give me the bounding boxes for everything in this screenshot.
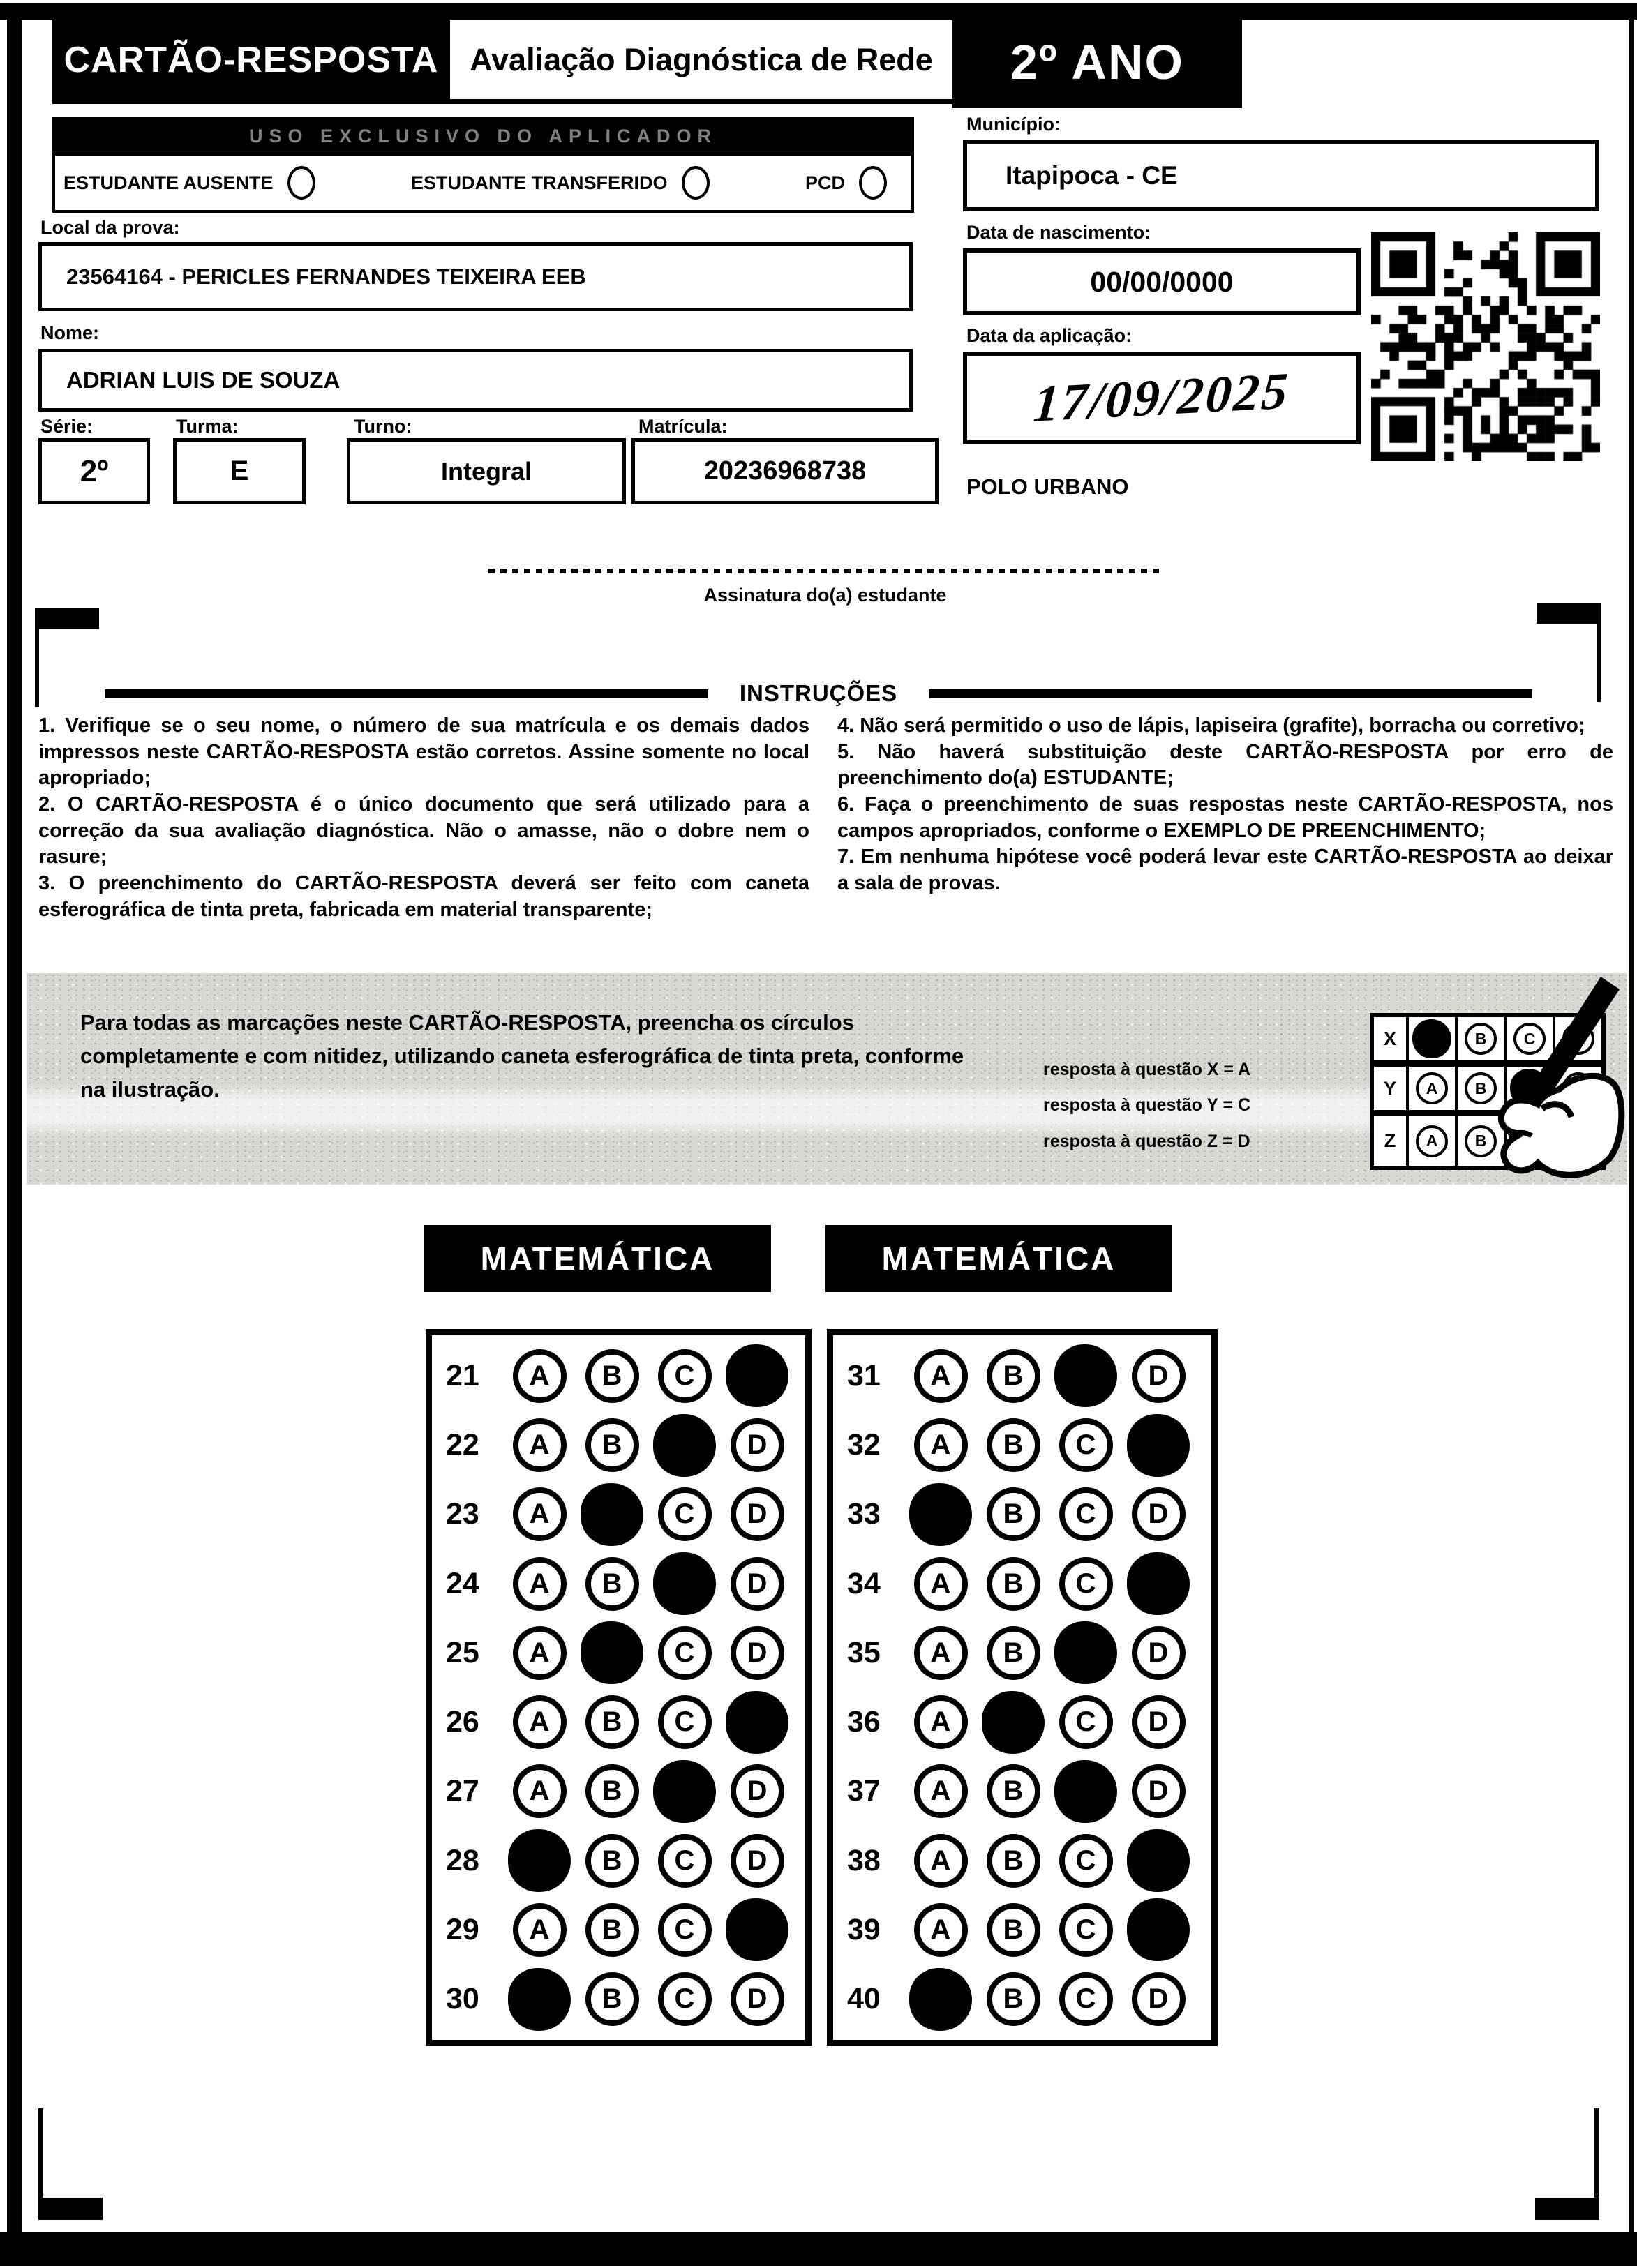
crop-mark-bottom-left — [38, 2198, 103, 2220]
answer-bubble-22-A[interactable]: A — [513, 1418, 567, 1472]
question-number-24: 24 — [446, 1566, 479, 1600]
answer-bubble-25-C[interactable]: C — [658, 1626, 712, 1680]
answer-bubble-22-C-filled[interactable] — [653, 1414, 716, 1477]
answer-bubble-31-B[interactable]: B — [987, 1349, 1040, 1403]
crop-mark-bottom-right — [1535, 2198, 1599, 2220]
question-row-29 — [432, 1898, 805, 1961]
page-border-left — [7, 3, 22, 2247]
instructions-title: INSTRUÇÕES — [739, 680, 898, 706]
applicator-checkbox-row — [52, 156, 914, 213]
checkbox-label-pcd: PCD — [805, 172, 845, 193]
page-border-bottom — [0, 2232, 1637, 2266]
answer-bubble-30-B[interactable]: B — [585, 1972, 639, 2026]
qr-code — [1371, 232, 1600, 461]
question-row-21 — [432, 1344, 805, 1407]
municipio-value: Itapipoca - CE — [963, 140, 1599, 211]
answer-bubble-25-A[interactable]: A — [513, 1626, 567, 1680]
answer-grid-31-40 — [827, 1329, 1218, 2046]
question-number-36: 36 — [847, 1705, 881, 1739]
answer-bubble-24-B[interactable]: B — [585, 1557, 639, 1611]
turma-value: E — [173, 438, 306, 504]
instruction-item-left-0: 1. Verifique se o seu nome, o número de sua matrícula e os demais dados impressos neste CARTÃO-RESPOSTA estão corretos. Assine somente no local apropriado; — [38, 714, 809, 790]
turno-value: Integral — [347, 438, 626, 504]
example-bubble-X-C: C — [1513, 1023, 1546, 1055]
nome-value: ADRIAN LUIS DE SOUZA — [38, 349, 913, 412]
card-title: CARTÃO-RESPOSTA — [52, 15, 450, 104]
answer-bubble-33-C[interactable]: C — [1059, 1487, 1113, 1541]
question-number-25: 25 — [446, 1635, 479, 1669]
question-row-37 — [833, 1760, 1211, 1823]
serie-value: 2º — [38, 438, 150, 504]
instruction-item-right-2: 6. Faça o preenchimento de suas respostas neste CARTÃO-RESPOSTA, nos campos apropriados, conforme o EXEMPLO DE PREENCHIMENTO; — [837, 793, 1613, 842]
instructions-column-left — [38, 713, 809, 924]
question-number-23: 23 — [446, 1497, 479, 1531]
answer-bubble-29-B[interactable]: B — [585, 1903, 639, 1957]
answer-bubble-25-D[interactable]: D — [731, 1626, 784, 1680]
answer-bubble-36-A[interactable]: A — [914, 1695, 968, 1749]
question-number-33: 33 — [847, 1497, 881, 1531]
answer-bubble-27-B[interactable]: B — [585, 1764, 639, 1818]
answer-bubble-32-D-filled[interactable] — [1127, 1414, 1190, 1477]
matricula-value: 20236968738 — [631, 438, 939, 504]
example-bubble-Z-B: B — [1465, 1125, 1497, 1157]
answer-bubble-26-A[interactable]: A — [513, 1695, 567, 1749]
example-bubble-X-B: B — [1465, 1023, 1497, 1055]
example-caption-1: resposta à questão Y = C — [1043, 1095, 1251, 1116]
question-row-24 — [432, 1552, 805, 1615]
example-captions — [1043, 1052, 1250, 1159]
turno-label: Turno: — [354, 416, 412, 437]
example-row-label-X: X — [1383, 1028, 1396, 1049]
question-row-25 — [432, 1621, 805, 1684]
answer-bubble-27-C-filled[interactable] — [653, 1760, 716, 1823]
answer-bubble-26-D-filled[interactable] — [726, 1691, 788, 1754]
answer-bubble-39-C[interactable]: C — [1059, 1903, 1113, 1957]
answer-bubble-38-A[interactable]: A — [914, 1834, 968, 1888]
instructions-column-right — [837, 713, 1613, 897]
instructions-header — [105, 680, 1532, 707]
answer-bubble-33-A-filled[interactable] — [909, 1483, 972, 1546]
answer-grid-21-30 — [426, 1329, 812, 2046]
instructions-rule-right — [929, 689, 1532, 698]
grade-badge: 2º ANO — [952, 15, 1242, 108]
answer-bubble-30-A-filled[interactable] — [508, 1968, 571, 2031]
question-number-34: 34 — [847, 1566, 881, 1600]
example-cell-Z-A — [1406, 1116, 1455, 1166]
checkbox-estudante-transferido — [411, 166, 710, 200]
answer-bubble-23-A[interactable]: A — [513, 1487, 567, 1541]
example-row-label-Y: Y — [1383, 1077, 1396, 1099]
question-row-38 — [833, 1829, 1211, 1892]
answer-bubble-32-B[interactable]: B — [987, 1418, 1040, 1472]
instructions-rule-left — [105, 689, 708, 698]
answer-bubble-21-D-filled[interactable] — [726, 1344, 788, 1407]
question-number-32: 32 — [847, 1428, 881, 1462]
answer-bubble-35-B[interactable]: B — [987, 1626, 1040, 1680]
answer-bubble-34-A[interactable]: A — [914, 1557, 968, 1611]
question-number-39: 39 — [847, 1912, 881, 1946]
question-row-33 — [833, 1483, 1211, 1546]
answer-bubble-37-B[interactable]: B — [987, 1764, 1040, 1818]
answer-bubble-38-B[interactable]: B — [987, 1834, 1040, 1888]
example-caption-0: resposta à questão X = A — [1043, 1060, 1251, 1079]
question-number-27: 27 — [446, 1774, 479, 1808]
example-bubble-Z-A: A — [1416, 1125, 1448, 1157]
aplicacao-handwritten-value: 17/09/2025 — [1031, 362, 1292, 433]
question-number-28: 28 — [446, 1843, 479, 1877]
polo-label: POLO URBANO — [966, 474, 1129, 499]
question-row-40 — [833, 1968, 1211, 2031]
answer-bubble-32-C[interactable]: C — [1059, 1418, 1113, 1472]
instruction-item-right-1: 5. Não haverá substituição deste CARTÃO-RESPOSTA por erro de preenchimento do(a) ESTUDANTE; — [837, 740, 1613, 790]
answer-bubble-36-C[interactable]: C — [1059, 1695, 1113, 1749]
answer-bubble-39-B[interactable]: B — [987, 1903, 1040, 1957]
question-row-23 — [432, 1483, 805, 1546]
answer-bubble-22-D[interactable]: D — [731, 1418, 784, 1472]
example-caption-2: resposta à questão Z = D — [1043, 1131, 1250, 1151]
instruction-item-left-1: 2. O CARTÃO-RESPOSTA é o único documento que será utilizado para a correção da sua avaliação diagnóstica. Não o amasse, não o dobre nem o rasure; — [38, 793, 809, 869]
answer-bubble-27-A[interactable]: A — [513, 1764, 567, 1818]
answer-bubble-21-C[interactable]: C — [658, 1349, 712, 1403]
answer-bubble-37-C-filled[interactable] — [1054, 1760, 1117, 1823]
local-prova-label: Local da prova: — [40, 217, 180, 238]
question-row-28 — [432, 1829, 805, 1892]
answer-bubble-29-A[interactable]: A — [513, 1903, 567, 1957]
answer-bubble-21-B[interactable]: B — [585, 1349, 639, 1403]
answer-bubble-36-B-filled[interactable] — [982, 1691, 1045, 1754]
local-prova-value: 23564164 - PERICLES FERNANDES TEIXEIRA EEB — [38, 242, 913, 311]
question-number-40: 40 — [847, 1982, 881, 2016]
instruction-item-right-0: 4. Não será permitido o uso de lápis, lapiseira (grafite), borracha ou corretivo; — [837, 714, 1585, 737]
question-row-26 — [432, 1691, 805, 1754]
answer-bubble-33-B[interactable]: B — [987, 1487, 1040, 1541]
question-row-39 — [833, 1898, 1211, 1961]
page-border-right — [1629, 3, 1634, 2257]
checkbox-bubble-estudante-ausente[interactable] — [287, 166, 315, 200]
answer-bubble-35-D[interactable]: D — [1132, 1626, 1186, 1680]
answer-bubble-24-C-filled[interactable] — [653, 1552, 716, 1615]
answer-bubble-29-C[interactable]: C — [658, 1903, 712, 1957]
question-row-22 — [432, 1414, 805, 1477]
applicator-bar-label: USO EXCLUSIVO DO APLICADOR — [52, 117, 914, 156]
answer-bubble-28-C[interactable]: C — [658, 1834, 712, 1888]
answer-bubble-23-B-filled[interactable] — [581, 1483, 643, 1546]
answer-bubble-39-A[interactable]: A — [914, 1903, 968, 1957]
answer-bubble-38-C[interactable]: C — [1059, 1834, 1113, 1888]
answer-bubble-34-D-filled[interactable] — [1127, 1552, 1190, 1615]
example-bubble-Y-B: B — [1465, 1072, 1497, 1104]
answer-bubble-26-B[interactable]: B — [585, 1695, 639, 1749]
question-row-32 — [833, 1414, 1211, 1477]
answer-bubble-37-D[interactable]: D — [1132, 1764, 1186, 1818]
answer-bubble-21-A[interactable]: A — [513, 1349, 567, 1403]
question-number-29: 29 — [446, 1912, 479, 1946]
answer-bubble-26-C[interactable]: C — [658, 1695, 712, 1749]
turma-label: Turma: — [176, 416, 239, 437]
example-fill-text: Para todas as marcações neste CARTÃO-RESPOSTA, preencha os círculos completamente e com nitidez, utilizando caneta esferográfica de tinta preta, conforme na ilustração. — [80, 1010, 964, 1102]
answer-bubble-36-D[interactable]: D — [1132, 1695, 1186, 1749]
answer-bubble-34-C[interactable]: C — [1059, 1557, 1113, 1611]
matricula-label: Matrícula: — [638, 416, 728, 437]
answer-bubble-39-D-filled[interactable] — [1127, 1898, 1190, 1961]
instruction-item-right-3: 7. Em nenhuma hipótese você poderá levar este CARTÃO-RESPOSTA ao deixar a sala de provas. — [837, 846, 1613, 895]
answer-bubble-27-D[interactable]: D — [731, 1764, 784, 1818]
aplicacao-field — [963, 352, 1361, 444]
example-bubble-X-A-filled — [1412, 1019, 1451, 1058]
answer-bubble-29-D-filled[interactable] — [726, 1898, 788, 1961]
answer-bubble-38-D-filled[interactable] — [1127, 1829, 1190, 1892]
question-row-35 — [833, 1621, 1211, 1684]
question-row-36 — [833, 1691, 1211, 1754]
answer-bubble-24-A[interactable]: A — [513, 1557, 567, 1611]
answer-bubble-24-D[interactable]: D — [731, 1557, 784, 1611]
assessment-title: Avaliação Diagnóstica de Rede — [450, 15, 952, 104]
answer-bubble-23-D[interactable]: D — [731, 1487, 784, 1541]
section-title-matematica-2: MATEMÁTICA — [825, 1225, 1172, 1292]
answer-bubble-31-D[interactable]: D — [1132, 1349, 1186, 1403]
crop-mark-top-right-line — [1597, 603, 1601, 702]
checkbox-label-estudante-transferido: ESTUDANTE TRANSFERIDO — [411, 172, 668, 193]
answer-bubble-30-D[interactable]: D — [731, 1972, 784, 2026]
answer-bubble-28-D[interactable]: D — [731, 1834, 784, 1888]
answer-bubble-40-B[interactable]: B — [987, 1972, 1040, 2026]
question-number-35: 35 — [847, 1635, 881, 1669]
section-title-matematica-1: MATEMÁTICA — [424, 1225, 771, 1292]
checkbox-pcd — [805, 166, 887, 200]
example-row-label-Z: Z — [1384, 1130, 1396, 1151]
example-cell-Y-A — [1406, 1067, 1455, 1110]
municipio-label: Município: — [966, 114, 1061, 135]
example-bubble-Y-A: A — [1416, 1072, 1448, 1104]
answer-bubble-35-A[interactable]: A — [914, 1626, 968, 1680]
question-number-21: 21 — [446, 1358, 479, 1392]
answer-bubble-40-D[interactable]: D — [1132, 1972, 1186, 2026]
aplicacao-label: Data da aplicação: — [966, 325, 1133, 346]
instruction-item-left-2: 3. O preenchimento do CARTÃO-RESPOSTA deverá ser feito com caneta esferográfica de tinta preta, fabricada em material transparente; — [38, 872, 809, 921]
example-cell-X-A — [1406, 1017, 1455, 1060]
nascimento-value: 00/00/0000 — [963, 248, 1361, 315]
crop-mark-top-left — [35, 608, 99, 629]
answer-bubble-22-B[interactable]: B — [585, 1418, 639, 1472]
answer-bubble-25-B-filled[interactable] — [581, 1621, 643, 1684]
answer-bubble-31-C-filled[interactable] — [1054, 1344, 1117, 1407]
answer-bubble-37-A[interactable]: A — [914, 1764, 968, 1818]
question-number-38: 38 — [847, 1843, 881, 1877]
checkbox-bubble-estudante-transferido[interactable] — [682, 166, 710, 200]
checkbox-label-estudante-ausente: ESTUDANTE AUSENTE — [63, 172, 274, 193]
answer-bubble-31-A[interactable]: A — [914, 1349, 968, 1403]
nome-label: Nome: — [40, 322, 100, 343]
question-number-30: 30 — [446, 1982, 479, 2016]
answer-bubble-33-D[interactable]: D — [1132, 1487, 1186, 1541]
question-number-31: 31 — [847, 1358, 881, 1392]
answer-bubble-23-C[interactable]: C — [658, 1487, 712, 1541]
crop-mark-top-right — [1537, 603, 1601, 624]
checkbox-estudante-ausente — [63, 166, 315, 200]
question-row-34 — [833, 1552, 1211, 1615]
question-row-31 — [833, 1344, 1211, 1407]
answer-bubble-32-A[interactable]: A — [914, 1418, 968, 1472]
answer-bubble-28-A-filled[interactable] — [508, 1829, 571, 1892]
answer-bubble-40-C[interactable]: C — [1059, 1972, 1113, 2026]
answer-bubble-35-C-filled[interactable] — [1054, 1621, 1117, 1684]
hand-with-pen-illustration — [1479, 977, 1626, 1186]
serie-label: Série: — [40, 416, 94, 437]
question-number-26: 26 — [446, 1705, 479, 1739]
answer-bubble-28-B[interactable]: B — [585, 1834, 639, 1888]
question-number-22: 22 — [446, 1428, 479, 1462]
nascimento-label: Data de nascimento: — [966, 222, 1151, 243]
checkbox-bubble-pcd[interactable] — [859, 166, 887, 200]
answer-bubble-40-A-filled[interactable] — [909, 1968, 972, 2031]
signature-label: Assinatura do(a) estudante — [703, 585, 947, 606]
question-row-30 — [432, 1968, 805, 2031]
signature-line[interactable] — [488, 569, 1162, 573]
question-number-37: 37 — [847, 1774, 881, 1808]
answer-bubble-34-B[interactable]: B — [987, 1557, 1040, 1611]
crop-mark-top-left-line — [35, 608, 39, 707]
question-row-27 — [432, 1760, 805, 1823]
answer-bubble-30-C[interactable]: C — [658, 1972, 712, 2026]
